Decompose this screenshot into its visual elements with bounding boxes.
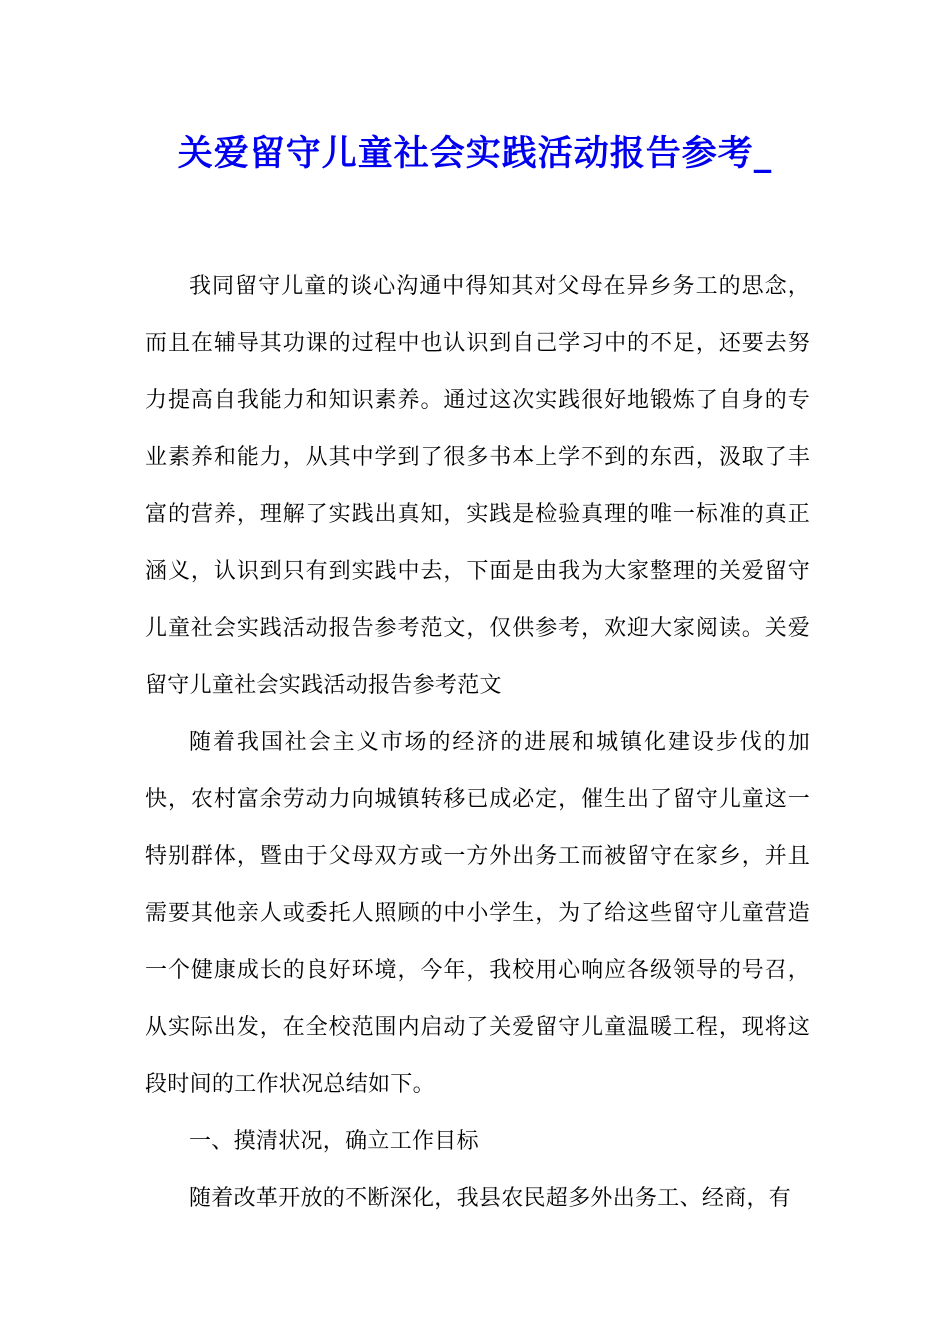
document-title: 关爱留守儿童社会实践活动报告参考_ (177, 133, 773, 174)
section-heading-1: 一、摸清状况，确立工作目标 (189, 1129, 479, 1154)
paragraph-2: 随着我国社会主义市场的经济的进展和城镇化建设步伐的加快，农村富余劳动力向城镇转移已成必定，催生出了留守儿童这一特别群体，暨由于父母双方或一方外出务工而被留守在家乡，并且需要其他亲人或委托人照顾的中小学生，为了给这些留守儿童营造一个健康成长的良好环境，今年，我校用心响应各级领导的号召，从实际出发，在全校范围内启动了关爱留守儿童温暖工程，现将这段时间的工作状况总结如下。 (145, 730, 810, 1097)
document-body (145, 258, 810, 1227)
paragraph-1: 我同留守儿童的谈心沟通中得知其对父母在异乡务工的思念，而且在辅导其功课的过程中也认识到自己学习中的不足，还要去努力提高自我能力和知识素养。通过这次实践很好地锻炼了自身的专业素养和能力，从其中学到了很多书本上学不到的东西，汲取了丰富的营养，理解了实践出真知，实践是检验真理的唯一标准的真正涵义，认识到只有到实践中去，下面是由我为大家整理的关爱留守儿童社会实践活动报告参考范文，仅供参考，欢迎大家阅读。关爱留守儿童社会实践活动报告参考范文 (145, 274, 810, 698)
paragraph-3: 随着改革开放的不断深化，我县农民超多外出务工、经商，有 (189, 1186, 792, 1211)
